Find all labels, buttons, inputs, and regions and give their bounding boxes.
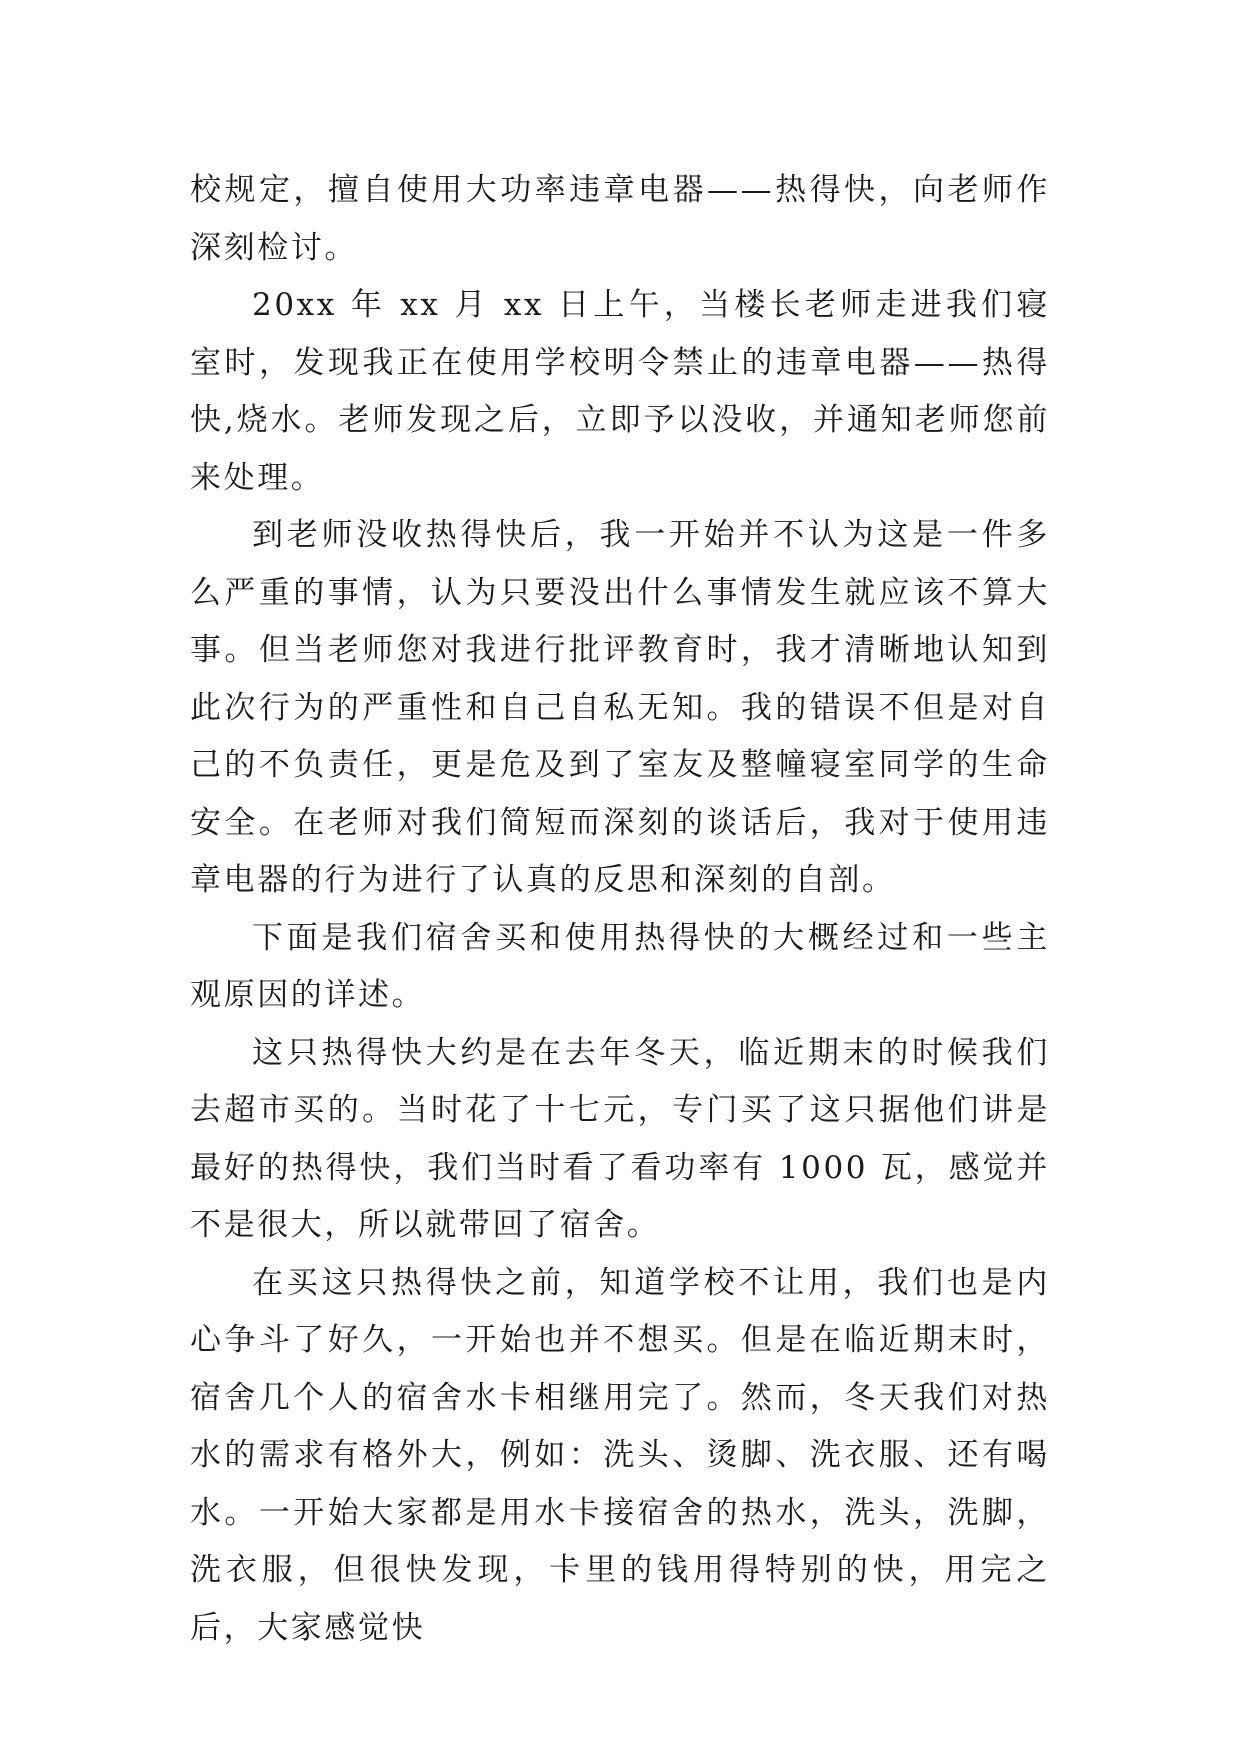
paragraph-3: 到老师没收热得快后，我一开始并不认为这是一件多么严重的事情，认为只要没出什么事情发生就应该不算大事。但当老师您对我进行批评教育时，我才清晰地认知到此次行为的严重性和自己自私无知。我的错误不但是对自己的不负责任，更是危及到了室友及整幢寝室同学的生命安全。在老师对我们简短而深刻的谈话后，我对于使用违章电器的行为进行了认真的反思和深刻的自剖。 <box>190 517 1050 898</box>
paragraph-2: 20xx 年 xx 月 xx 日上午，当楼长老师走进我们寝室时，发现我正在使用学校明令禁止的违章电器——热得快,烧水。老师发现之后，立即予以没收，并通知老师您前来处理。 <box>190 287 1050 496</box>
paragraph-4: 下面是我们宿舍买和使用热得快的大概经过和一些主观原因的详述。 <box>190 919 1050 1013</box>
paragraph-6: 在买这只热得快之前，知道学校不让用，我们也是内心争斗了好久，一开始也并不想买。但是在临近期末时，宿舍几个人的宿舍水卡相继用完了。然而，冬天我们对热水的需求有格外大，例如：洗头、烫脚、洗衣服、还有喝水。一开始大家都是用水卡接宿舍的热水，洗头，洗脚，洗衣服，但很快发现，卡里的钱用得特别的快，用完之后，大家感觉快 <box>190 1264 1050 1646</box>
paragraph-1: 校规定，擅自使用大功率违章电器——热得快，向老师作深刻检讨。 <box>190 172 1050 266</box>
document-body <box>190 162 1050 1657</box>
paragraph-5: 这只热得快大约是在去年冬天，临近期末的时候我们去超市买的。当时花了十七元，专门买了这只据他们讲是最好的热得快，我们当时看了看功率有 1000 瓦，感觉并不是很大，所以就带回了宿舍。 <box>190 1034 1050 1243</box>
